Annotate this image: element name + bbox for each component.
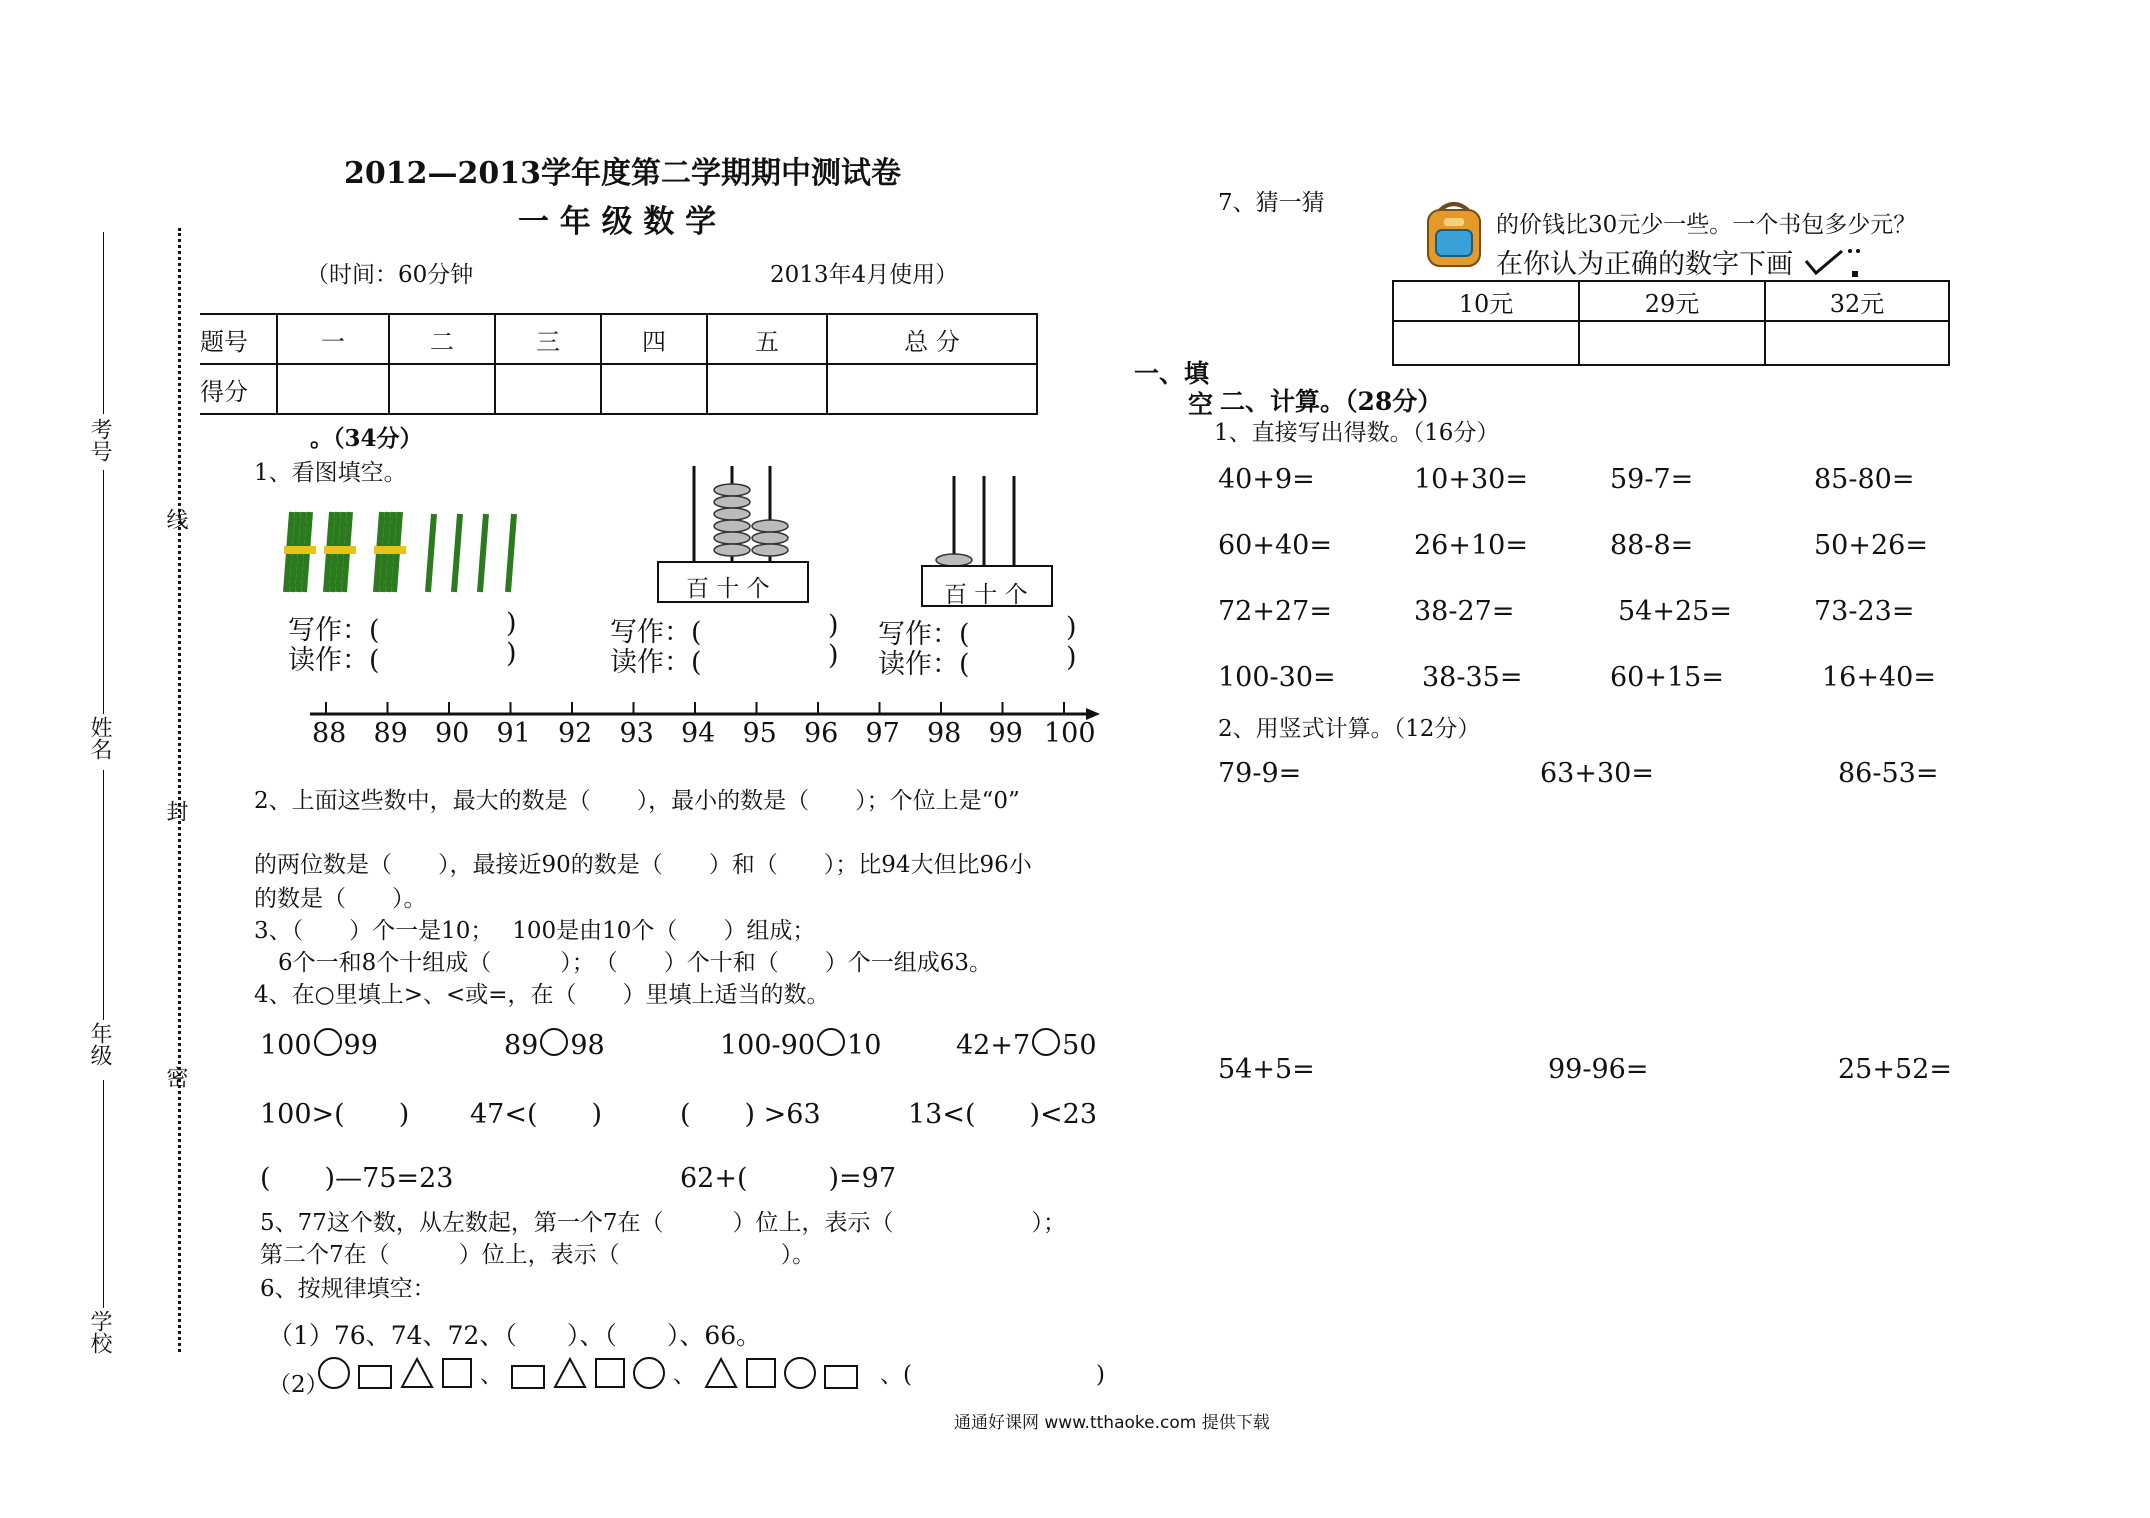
score-cell[interactable] [389,364,495,414]
q1-text: 1、看图填空。 [254,460,407,486]
exam-subtitle: 一 年 级 数 学 [518,204,717,240]
score-table-row1-label: 题号 [200,314,277,364]
read-label: 读作：( [288,645,380,676]
score-col-4: 四 [601,314,707,364]
price-option: 32元 [1765,281,1949,321]
school-label: 学校 [87,1310,112,1354]
calc-item: 38-35= [1422,662,1523,693]
binding-mi: 密 [163,1066,188,1088]
price-option: 29元 [1579,281,1765,321]
calc-item: 60+15= [1610,662,1724,693]
binding-xian: 线 [163,508,188,530]
q6-part1: （1）76、74、72、（ ）、（ ）、66。 [268,1321,762,1350]
q5-line2: 第二个7在（ ）位上，表示（ ）。 [260,1242,816,1268]
calc-item: 10+30= [1414,464,1528,495]
q7-label: 7、猜一猜 [1218,190,1325,216]
equation-2: 62+( )=97 [680,1163,897,1194]
compare-3: 100-90 10 [720,1030,882,1061]
bundle-tie [374,546,406,554]
square-shape [595,1358,625,1388]
section1-heading-b: 空 [1188,390,1214,419]
q3-line2: 6个一和8个十组成（ ）； （ ）个十和（ ）个一组成63。 [278,950,993,976]
circle-shape [633,1357,665,1389]
number-line-label: 95 [742,718,777,749]
binding-dotted-line [178,228,181,1352]
exam-no-line [103,232,104,414]
score-col-2: 二 [389,314,495,364]
read-close: ) [828,640,839,671]
number-line-label: 97 [865,718,900,749]
square-shape [746,1358,776,1388]
score-cell[interactable] [601,364,707,414]
calc-item: 59-7= [1610,464,1694,495]
score-cell[interactable] [495,364,601,414]
calc-item: 54+25= [1618,596,1732,627]
circle-shape [318,1357,350,1389]
q2-line2: 的两位数是（ ），最接近90的数是（ ）和（ ）；比94大但比96小 [254,852,1032,878]
number-line-label: 96 [804,718,839,749]
q3-line1: 3、（ ）个一是10； 100是由10个（ ）组成； [254,918,816,944]
q4-text: 4、在○里填上>、<或=，在（ ）里填上适当的数。 [254,982,830,1008]
section1-heading-a: 一、填 [1134,359,1210,388]
triangle-shape [704,1357,738,1389]
exam-title: 2012—2013学年度第二学期期中测试卷 [344,156,901,191]
footer-source: 通通好课网 www.tthaoke.com 提供下载 [954,1413,1270,1433]
circle-shape [784,1357,816,1389]
write-close: ) [1066,612,1077,643]
vertical-calc: 79-9= [1218,758,1302,789]
square-shape [442,1358,472,1388]
number-line-label: 92 [558,718,593,749]
score-cell[interactable] [707,364,827,414]
separator: 、 [673,1362,696,1388]
compare-circle[interactable] [817,1028,845,1056]
number-line-label: 100 [1044,718,1096,749]
vertical-calc: 25+52= [1838,1054,1952,1085]
bundle-tie [324,546,356,554]
grade-line [103,770,104,1020]
inequality-3: ( ) >63 [680,1099,821,1130]
rectangle-shape [511,1365,545,1389]
vertical-calc: 63+30= [1540,758,1654,789]
number-line-label: 93 [619,718,654,749]
bundle-tie [284,546,316,554]
q2-line3: 的数是（ ）。 [254,886,427,912]
score-col-3: 三 [495,314,601,364]
number-line-label: 94 [681,718,716,749]
school-line [103,1080,104,1308]
single-stick [428,514,514,592]
binding-feng: 封 [163,800,188,822]
q6-text: 6、按规律填空： [260,1276,436,1302]
section1-heading-tail: 。（34分） [310,425,423,452]
equation-1: ( )—75=23 [260,1163,454,1194]
q7-line1: 的价钱比30元少一些。一个书包多少元？ [1496,212,1917,238]
score-cell[interactable] [277,364,389,414]
rectangle-shape [824,1365,858,1389]
read-close: ) [506,638,517,669]
write-label: 写作：( [878,619,970,650]
answer-blank[interactable]: 、( ) [880,1362,1105,1388]
inequality-2: 47<( ) [470,1099,603,1130]
shape-pattern [318,1356,1105,1389]
name-label: 姓名 [87,716,112,760]
compare-1: 100 99 [260,1030,378,1061]
compare-2: 89 98 [504,1030,605,1061]
number-line-label: 91 [496,718,531,749]
read-close: ) [1066,642,1077,673]
check-cell[interactable] [1765,321,1949,365]
calc-item: 60+40= [1218,530,1332,561]
price-options-table [1392,280,1950,366]
number-line-label: 98 [927,718,962,749]
compare-4: 42+7 50 [956,1030,1097,1061]
section2-heading: 二、计算。（28分） [1220,387,1443,416]
vertical-calc: 54+5= [1218,1054,1315,1085]
score-table-row2-label: 得分 [200,364,277,414]
grade-label: 年级 [87,1022,112,1066]
price-option: 10元 [1393,281,1579,321]
number-line-label: 99 [988,718,1023,749]
name-line [103,470,104,714]
sticks-illustration [282,506,544,598]
abacus-1-label: 百 十 个 [686,576,770,602]
q7-line2: 在你认为正确的数字下画 [1496,242,1862,281]
calc-item: 85-80= [1814,464,1915,495]
exam-no-label: 考号 [87,418,112,462]
calc-item: 26+10= [1414,530,1528,561]
backpack-icon [1422,200,1486,270]
write-label: 写作：( [288,615,380,646]
calc-item: 73-23= [1814,596,1915,627]
abacus-2-label: 百 十 个 [944,582,1028,608]
triangle-shape [400,1357,434,1389]
exam-date: 2013年4月使用） [770,262,959,288]
check-cell[interactable] [1393,321,1579,365]
calc-item: 38-27= [1414,596,1515,627]
section2-q2: 2、用竖式计算。（12分） [1218,716,1481,742]
separator: 、 [480,1362,503,1388]
exam-time: （时间：60分钟 [306,262,474,288]
read-label: 读作：( [610,647,702,678]
calc-item: 88-8= [1610,530,1694,561]
inequality-4: 13<( )<23 [908,1099,1098,1130]
score-cell[interactable] [827,364,1037,414]
number-line-label: 88 [312,718,347,749]
calc-item: 40+9= [1218,464,1315,495]
number-line-label: 90 [435,718,470,749]
q2-line1: 2、上面这些数中，最大的数是（ ），最小的数是（ ）；个位上是“0” [254,788,1020,814]
section2-q1: 1、直接写出得数。（16分） [1214,420,1500,446]
rectangle-shape [358,1365,392,1389]
inequality-1: 100>( ) [260,1099,410,1130]
calc-item: 50+26= [1814,530,1928,561]
score-table [200,313,1038,415]
vertical-calc: 99-96= [1548,1054,1649,1085]
write-close: ) [828,610,839,641]
number-line-label: 89 [373,718,408,749]
compare-circle[interactable] [540,1028,568,1056]
calc-item: 16+40= [1822,662,1936,693]
write-label: 写作：( [610,617,702,648]
read-label: 读作：( [878,649,970,680]
checkmark-icon [1802,247,1862,277]
q6-part2-label: （2） [268,1372,329,1398]
vertical-calc: 86-53= [1838,758,1939,789]
score-col-5: 五 [707,314,827,364]
calc-item: 72+27= [1218,596,1332,627]
compare-circle[interactable] [1032,1028,1060,1056]
calc-item: 100-30= [1218,662,1336,693]
compare-circle[interactable] [314,1028,342,1056]
write-close: ) [506,608,517,639]
q5-line1: 5、77这个数，从左数起，第一个7在（ ）位上，表示（ ）； [260,1210,1067,1236]
score-col-1: 一 [277,314,389,364]
score-col-total: 总 分 [827,314,1037,364]
triangle-shape [553,1357,587,1389]
check-cell[interactable] [1579,321,1765,365]
